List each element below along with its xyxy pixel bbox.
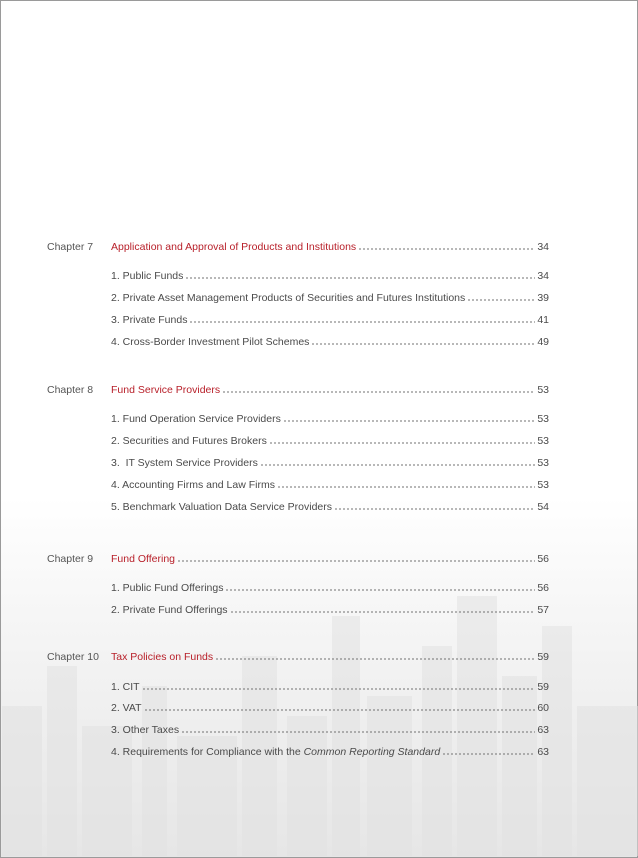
page-number: 63 [537, 746, 549, 758]
page-number: 49 [537, 336, 549, 348]
toc-section-entry[interactable] [111, 457, 549, 469]
section-title: 4. Accounting Firms and Law Firms [111, 479, 275, 491]
dot-leader [189, 315, 535, 323]
toc-section-entry[interactable] [111, 314, 549, 326]
dot-leader [269, 436, 535, 444]
page-number: 53 [537, 384, 549, 396]
page-number: 53 [537, 413, 549, 425]
chapter-title: Fund Service Providers [111, 384, 221, 396]
toc-section-entry[interactable] [111, 582, 549, 594]
page-number: 59 [537, 681, 549, 693]
page-number: 39 [537, 292, 549, 304]
chapter-label: Chapter 9 [47, 553, 94, 565]
page-number: 53 [537, 435, 549, 447]
page-number: 56 [537, 553, 549, 565]
dot-leader [311, 337, 535, 345]
toc-section-entry[interactable] [111, 501, 549, 513]
toc-chapter-entry[interactable] [111, 384, 549, 396]
page-number: 41 [537, 314, 549, 326]
dot-leader [358, 242, 535, 250]
dot-leader [260, 458, 535, 466]
toc-chapter-entry[interactable] [111, 553, 549, 565]
page-number: 34 [537, 241, 549, 253]
toc-section-entry[interactable] [111, 724, 549, 736]
toc-section-entry[interactable] [111, 336, 549, 348]
chapter-label: Chapter 7 [47, 241, 94, 253]
chapter-title: Tax Policies on Funds [111, 651, 214, 663]
section-title: 3. IT System Service Providers [111, 457, 258, 469]
dot-leader [283, 414, 535, 422]
section-title: 2. Securities and Futures Brokers [111, 435, 267, 447]
dot-leader [277, 480, 535, 488]
toc-section-entry[interactable] [111, 479, 549, 491]
section-title [111, 746, 440, 758]
dot-leader [334, 502, 535, 510]
toc-section-entry[interactable] [111, 681, 549, 693]
dot-leader [467, 293, 535, 301]
section-title: 1. CIT [111, 681, 140, 693]
section-title: 3. Private Funds [111, 314, 188, 326]
toc-section-entry[interactable] [111, 435, 549, 447]
dot-leader [144, 703, 536, 711]
chapter-title: Application and Approval of Products and Institutions [111, 241, 357, 253]
chapter-title: Fund Offering [111, 553, 176, 565]
dot-leader [142, 682, 536, 690]
toc-chapter-entry[interactable] [111, 651, 549, 663]
page-number: 60 [537, 702, 549, 714]
chapter-label: Chapter 10 [47, 651, 99, 663]
section-title: 1. Fund Operation Service Providers [111, 413, 281, 425]
toc-section-entry[interactable] [111, 702, 549, 714]
page-number: 53 [537, 479, 549, 491]
section-title-italic: Common Reporting Standard [303, 746, 441, 758]
toc-section-entry[interactable] [111, 413, 549, 425]
toc-section-entry[interactable] [111, 292, 549, 304]
chapter-label: Chapter 8 [47, 384, 94, 396]
dot-leader [225, 583, 535, 591]
page-number: 63 [537, 724, 549, 736]
page-number: 59 [537, 651, 549, 663]
dot-leader [230, 605, 536, 613]
page-number: 53 [537, 457, 549, 469]
dot-leader [215, 652, 535, 660]
section-title: 3. Other Taxes [111, 724, 180, 736]
dot-leader [442, 747, 535, 755]
dot-leader [181, 725, 535, 733]
section-title: 4. Cross-Border Investment Pilot Schemes [111, 336, 310, 348]
section-title-prefix: 4. Requirements for Compliance with the [111, 746, 304, 758]
toc-section-entry[interactable] [111, 604, 549, 616]
page-number: 34 [537, 270, 549, 282]
section-title: 2. Private Asset Management Products of Securities and Futures Institutions [111, 292, 466, 304]
section-title: 2. VAT [111, 702, 142, 714]
toc-section-entry[interactable] [111, 746, 549, 758]
page-number: 57 [537, 604, 549, 616]
dot-leader [177, 554, 535, 562]
toc-section-entry[interactable] [111, 270, 549, 282]
section-title: 1. Public Funds [111, 270, 184, 282]
page-number: 56 [537, 582, 549, 594]
section-title: 5. Benchmark Valuation Data Service Providers [111, 501, 332, 513]
section-title: 2. Private Fund Offerings [111, 604, 228, 616]
page-number: 54 [537, 501, 549, 513]
dot-leader [185, 271, 535, 279]
section-title: 1. Public Fund Offerings [111, 582, 224, 594]
dot-leader [222, 385, 535, 393]
toc-chapter-entry[interactable] [111, 241, 549, 253]
